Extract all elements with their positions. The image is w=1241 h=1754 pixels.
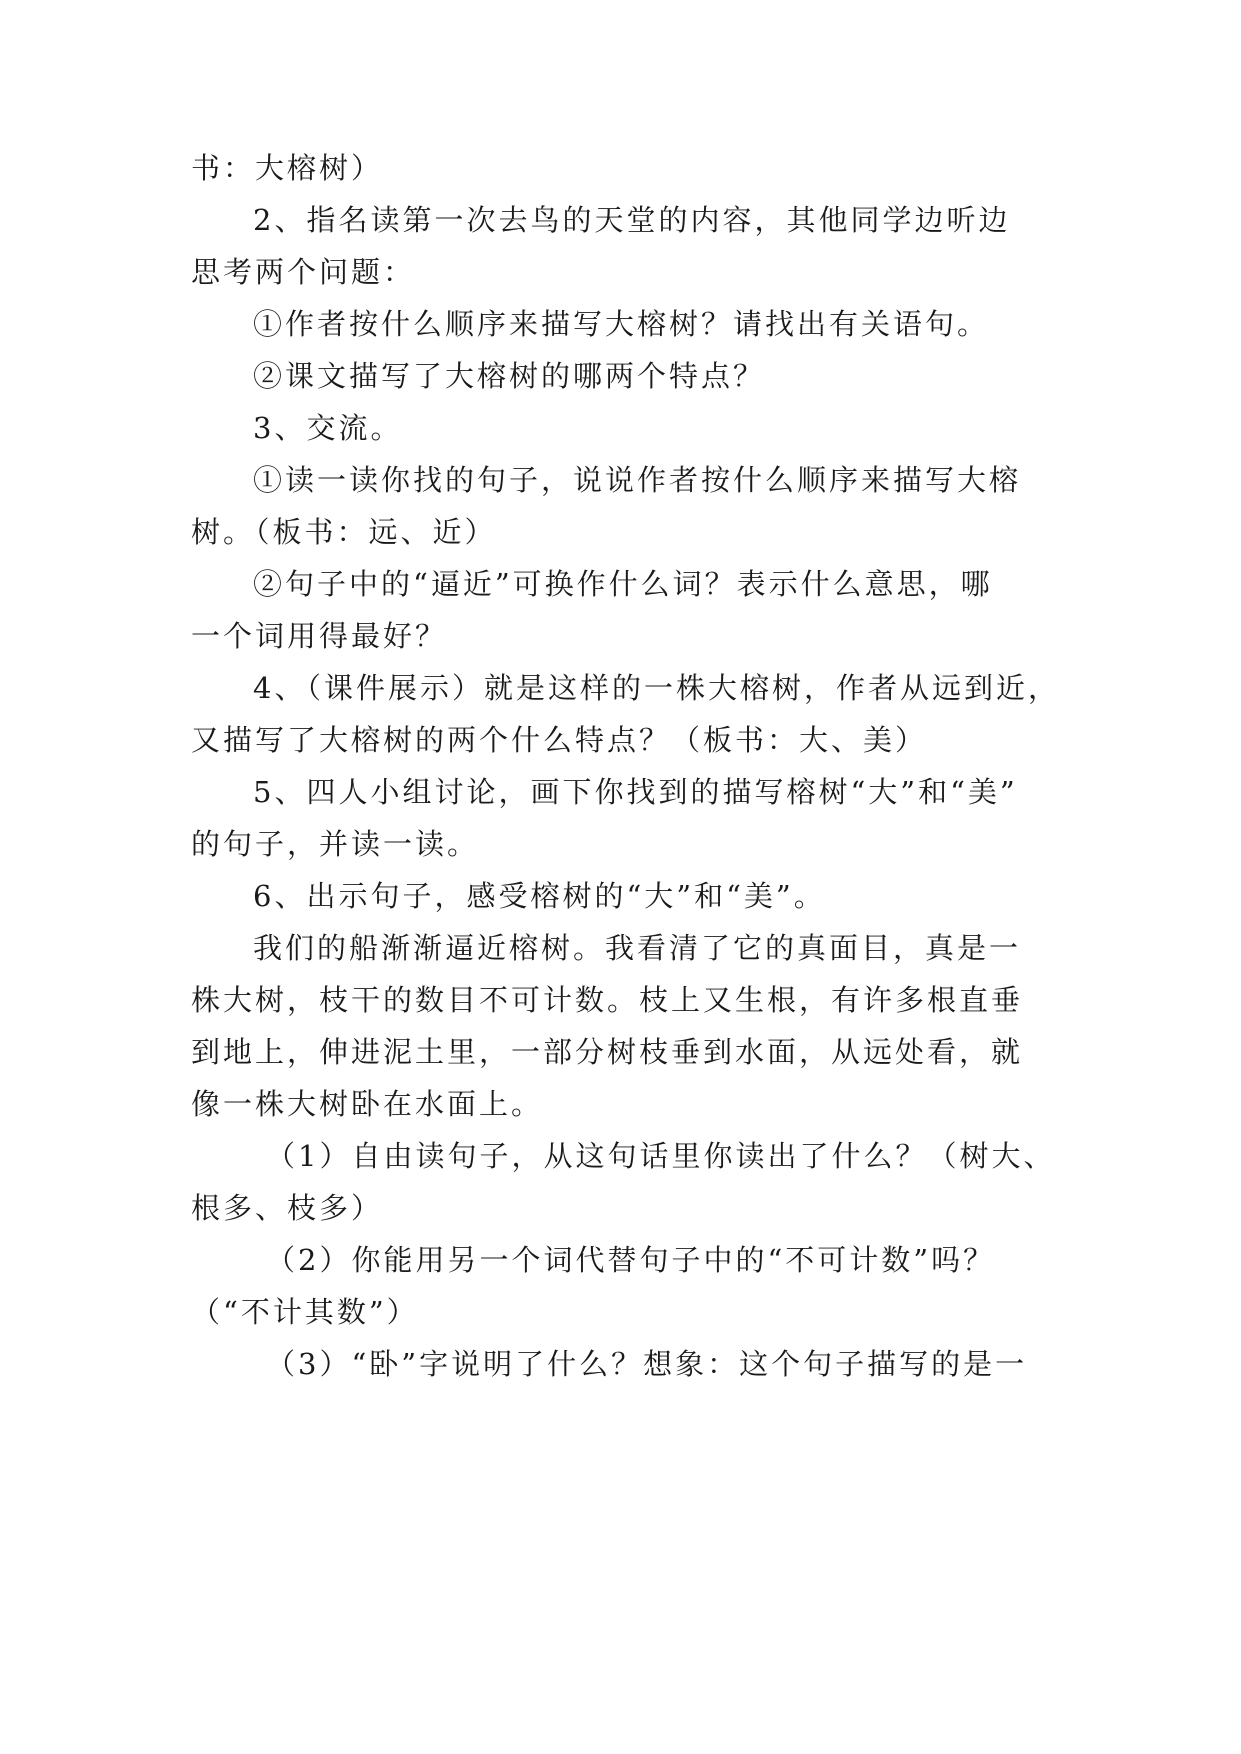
text-line: ②句子中的“逼近”可换作什么词？表示什么意思，哪: [253, 567, 993, 601]
text-line: 我们的船渐渐逼近榕树。我看清了它的真面目，真是一: [253, 931, 1022, 965]
text-line: 株大树，枝干的数目不可计数。枝上又生根，有许多根直垂: [191, 983, 1024, 1017]
text-line: 到地上，伸进泥土里，一部分树枝垂到水面，从远处看，就: [191, 1035, 1024, 1069]
text-line: 3、交流。: [253, 411, 403, 445]
text-line: 像一株大树卧在水面上。: [191, 1087, 544, 1121]
text-line: 根多、枝多）: [191, 1191, 384, 1225]
text-line: 的句子，并读一读。: [191, 827, 480, 861]
text-line: 又描写了大榕树的两个什么特点？（板书：大、美）: [191, 723, 928, 757]
text-line: 6、出示句子，感受榕树的“大”和“美”。: [253, 879, 826, 913]
text-line: 一个词用得最好？: [191, 619, 448, 653]
text-line: （1）自由读句子，从这句话里你读出了什么？（树大、: [266, 1139, 1056, 1173]
text-line: ①作者按什么顺序来描写大榕树？请找出有关语句。: [253, 307, 990, 341]
text-line: 4、（课件展示）就是这样的一株大榕树，作者从远到近，: [253, 671, 1060, 705]
text-line: 思考两个问题：: [191, 255, 416, 289]
text-line: （“不计其数”）: [191, 1295, 419, 1329]
text-line: 书：大榕树）: [191, 151, 384, 185]
text-line: ①读一读你找的句子，说说作者按什么顺序来描写大榕: [253, 463, 1022, 497]
text-line: （2）你能用另一个词代替句子中的“不可计数”吗？: [266, 1243, 996, 1277]
text-line: ②课文描写了大榕树的哪两个特点？: [253, 359, 766, 393]
text-line: 树。（板书：远、近）: [191, 515, 497, 549]
text-line: （3）“卧”字说明了什么？想象：这个句子描写的是一: [266, 1347, 1028, 1381]
text-line: 2、指名读第一次去鸟的天堂的内容，其他同学边听边: [253, 203, 1011, 237]
text-line: 5、四人小组讨论，画下你找到的描写榕树“大”和“美”: [253, 775, 1018, 809]
